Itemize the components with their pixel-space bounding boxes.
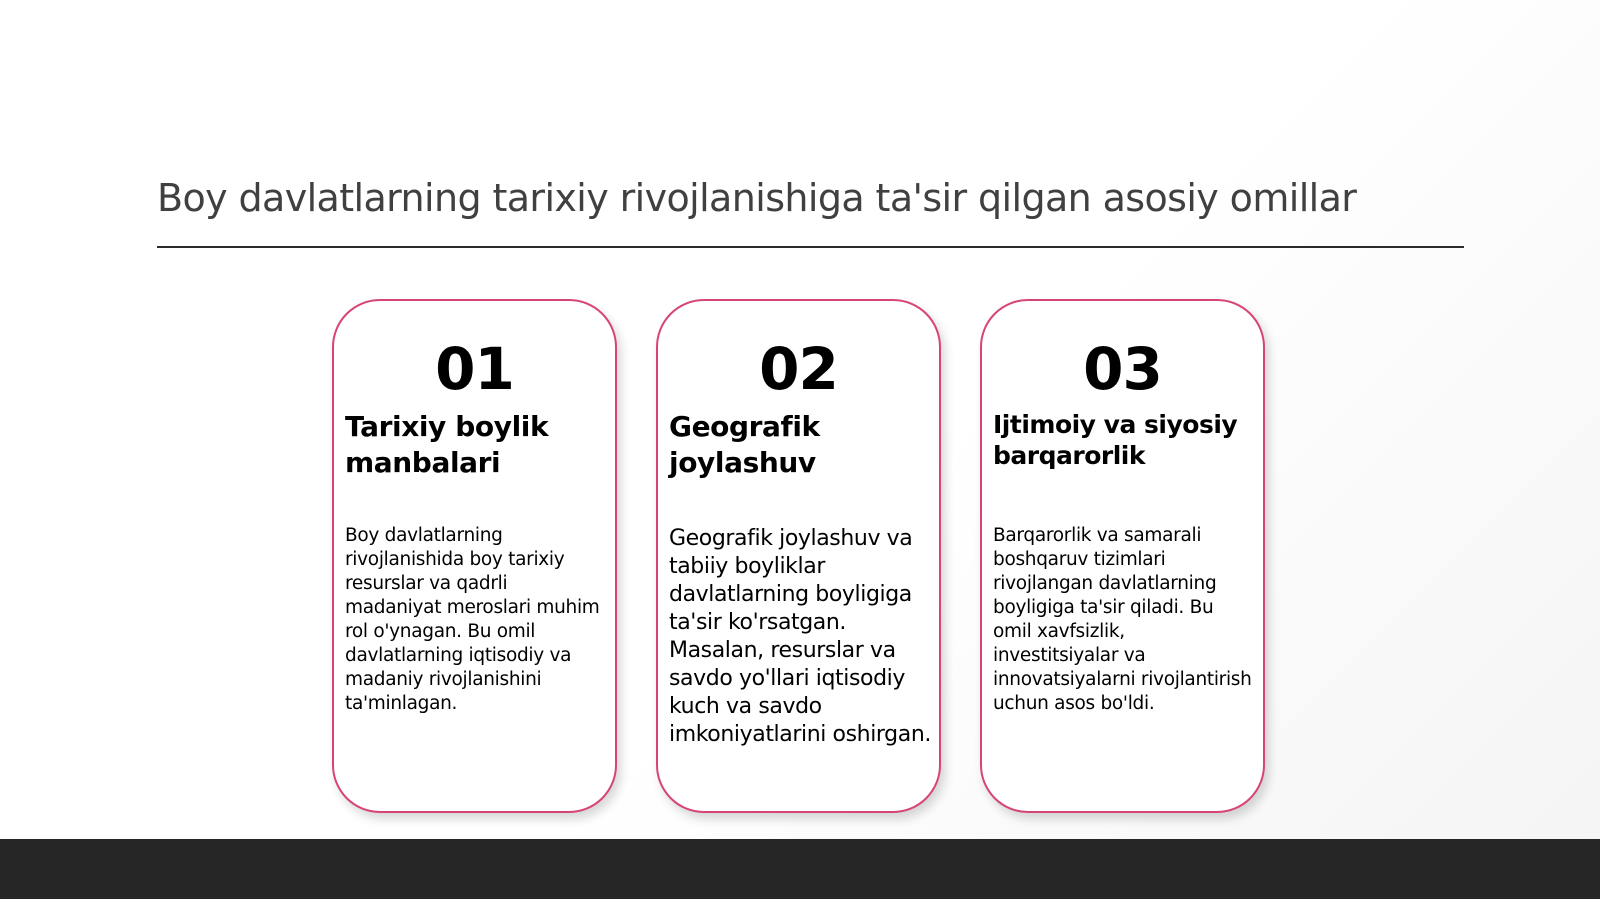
card-number: 01 xyxy=(435,335,514,403)
title-divider xyxy=(157,246,1464,248)
factor-card-3 xyxy=(980,299,1265,813)
slide-title: Boy davlatlarning tarixiy rivojlanishiga ta'sir qilgan asosiy omillar xyxy=(157,176,1357,220)
footer-bar xyxy=(0,839,1600,899)
card-heading: Geografik joylashuv xyxy=(669,410,820,479)
card-body: Boy davlatlarning rivojlanishida boy tarixiy resurslar va qadrli madaniyat meroslari muhim rol o'ynagan. Bu omil davlatlarning iqtisodiy va madaniy rivojlanishini ta'minlagan. xyxy=(345,525,600,714)
factor-card-1 xyxy=(332,299,617,813)
card-number: 02 xyxy=(759,335,838,403)
card-number: 03 xyxy=(1083,335,1162,403)
card-body: Barqarorlik va samarali boshqaruv tizimlari rivojlangan davlatlarning boyligiga ta'sir qiladi. Bu omil xavfsizlik, investitsiyalar va innovatsiyalarni rivojlantirish uchun asos bo'ldi. xyxy=(993,525,1252,714)
card-body: Geografik joylashuv va tabiiy boyliklar davlatlarning boyligiga ta'sir ko'rsatgan. Masalan, resurslar va savdo yo'llari iqtisodiy kuch va savdo imkoniyatlarini oshirgan. xyxy=(669,526,931,747)
card-heading: Tarixiy boylik manbalari xyxy=(345,410,549,479)
factor-card-2 xyxy=(656,299,941,813)
card-heading: Ijtimoiy va siyosiy barqarorlik xyxy=(993,410,1238,470)
